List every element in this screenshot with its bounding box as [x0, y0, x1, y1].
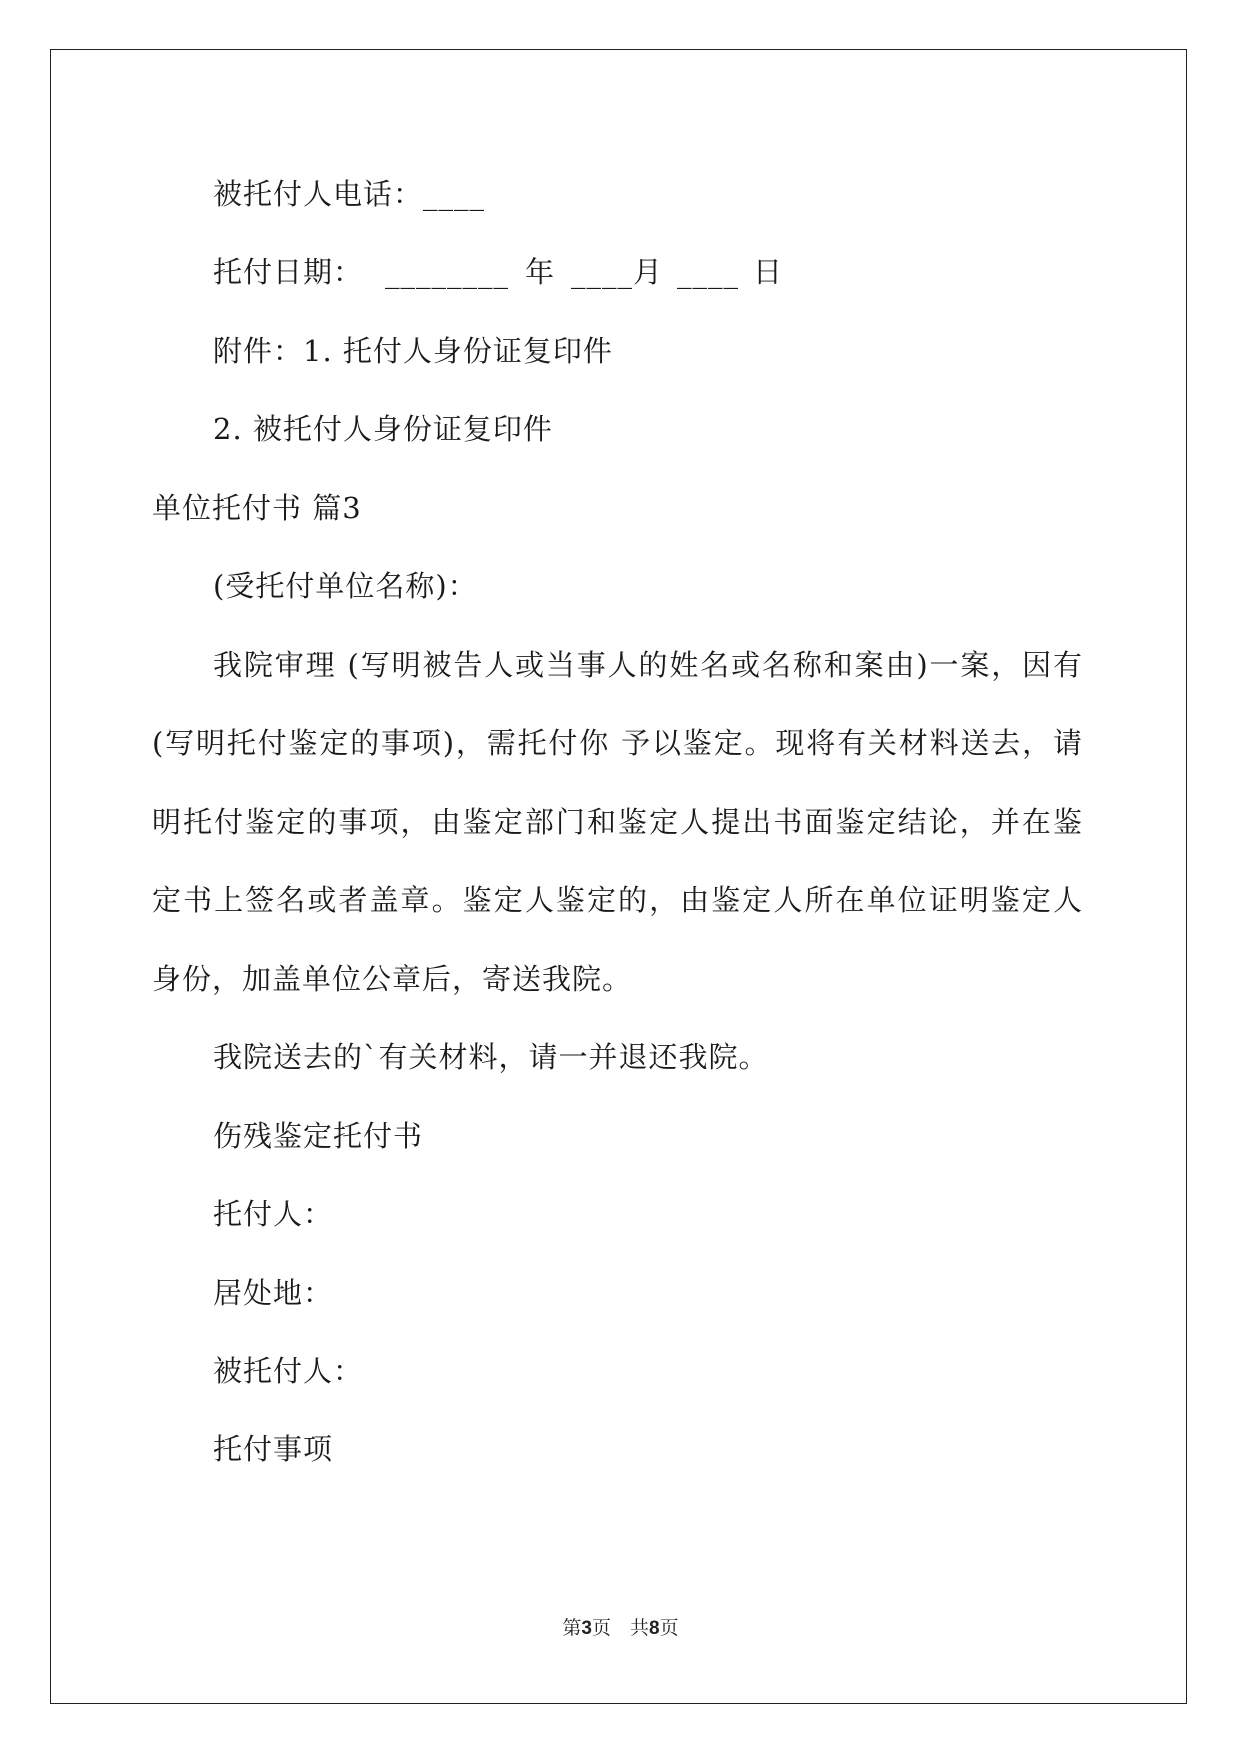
- section-title: 单位托付书 篇3: [152, 491, 362, 525]
- page-current-number: 3: [581, 1618, 592, 1639]
- page-total-number: 8: [649, 1618, 660, 1639]
- paragraph-1-line-3: 明托付鉴定的事项，由鉴定部门和鉴定人提出书面鉴定结论，并在鉴: [152, 805, 1082, 839]
- page-prefix: 第: [562, 1617, 582, 1639]
- attachment-item-1: 附件：1. 托付人身份证复印件: [213, 334, 613, 368]
- paragraph-1-line-2: (写明托付鉴定的事项)，需托付你 予以鉴定。现将有关材料送去，请: [152, 726, 1082, 760]
- residence-line: 居处地：: [213, 1276, 334, 1310]
- page-mid: 页 共: [591, 1617, 649, 1639]
- attachment-item-2: 2. 被托付人身份证复印件: [213, 412, 553, 446]
- date-month-blank: ____: [571, 255, 634, 289]
- agent-phone-line: 被托付人电话：____: [213, 177, 486, 211]
- paragraph-1-line-5: 身份，加盖单位公章后，寄送我院。: [152, 962, 633, 996]
- paragraph-2: 我院送去的`有关材料，请一并退还我院。: [213, 1040, 769, 1074]
- principal-line: 托付人：: [213, 1197, 334, 1231]
- paragraph-1-line-4: 定书上签名或者盖章。鉴定人鉴定的，由鉴定人所在单位证明鉴定人: [152, 883, 1082, 917]
- page-suffix: 页: [659, 1617, 679, 1639]
- delegation-date-line: [213, 254, 783, 290]
- addressee-line: (受托付单位名称)：: [213, 569, 478, 603]
- date-label: 托付日期：: [213, 255, 364, 289]
- date-day: 日: [753, 255, 784, 289]
- paragraph-1-line-1: 我院审理 (写明被告人或当事人的姓名或名称和案由)一案，因有: [213, 648, 1082, 682]
- agent-line: 被托付人：: [213, 1354, 364, 1388]
- document-title: 伤残鉴定托付书: [213, 1119, 424, 1153]
- page-footer: [0, 1616, 1241, 1641]
- matters-line: 托付事项: [213, 1432, 334, 1466]
- date-year: 年: [525, 255, 556, 289]
- date-year-blank: ________: [385, 255, 510, 289]
- date-day-blank: ____: [677, 255, 740, 289]
- date-month: 月: [633, 255, 664, 289]
